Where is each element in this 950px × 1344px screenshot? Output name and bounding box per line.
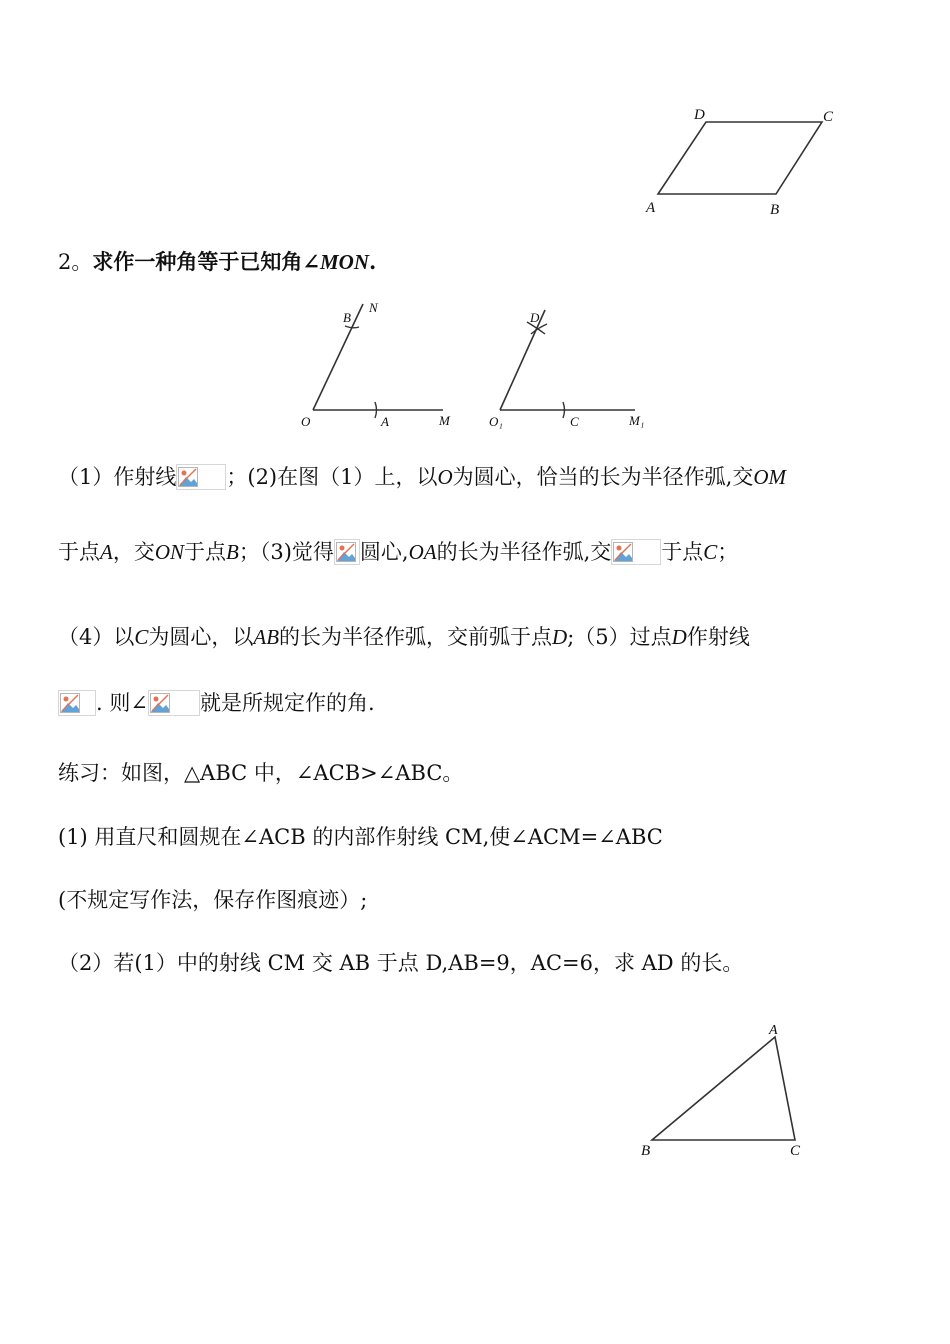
step-line-1 — [58, 462, 786, 492]
label-M: M — [439, 413, 450, 428]
blank-image-placeholder — [334, 539, 360, 565]
ray-on — [313, 304, 363, 410]
practice-question-1: (1) 用直尺和圆规在∠ACB 的内部作射线 CM,使∠ACM=∠ABC — [58, 825, 663, 849]
label-C: C — [823, 109, 834, 125]
var-c: C — [134, 625, 149, 649]
step-text: 的长为半径作弧，交前弧于点 — [279, 625, 553, 649]
step-text: ； — [717, 540, 739, 564]
step-text: 于点 — [58, 540, 100, 564]
var-b: B — [226, 540, 239, 564]
label-C: C — [570, 414, 579, 429]
step-text: 为圆心，以 — [148, 625, 254, 649]
problem-title-text: 求作一种角等于已知角∠ — [92, 249, 320, 274]
label-A: A — [646, 200, 656, 216]
step-text: ;（5）过点 — [567, 625, 672, 649]
triangle-shape — [652, 1037, 795, 1140]
label-M1: M₁ — [629, 413, 645, 428]
parallelogram-shape — [658, 122, 822, 194]
step-line-2 — [58, 537, 738, 567]
var-d: D — [671, 625, 687, 649]
var-ab: AB — [253, 625, 280, 649]
practice-intro: 练习：如图，△ABC 中，∠ACB>∠ABC。 — [58, 761, 464, 785]
step-text: 于点 — [661, 540, 704, 564]
var-c: C — [703, 540, 718, 564]
step-text: 作射线 — [686, 625, 750, 649]
label-C: C — [790, 1143, 801, 1159]
label-N: N — [369, 300, 378, 315]
step-line-3 — [58, 622, 750, 652]
blank-image-placeholder — [148, 690, 200, 716]
step-text: . 则∠ — [96, 691, 148, 715]
var-a: A — [100, 540, 113, 564]
step-text: ；(2)在图（1）上，以 — [226, 465, 438, 489]
var-oa: OA — [408, 540, 437, 564]
label-A: A — [381, 414, 389, 429]
ray-o1d — [500, 310, 545, 410]
practice-question-2: （2）若(1）中的射线 CM 交 AB 于点 D,AB=9，AC=6，求 AD 的长。 — [58, 951, 744, 975]
blank-image-placeholder — [611, 539, 661, 565]
step-text: ，交 — [112, 540, 155, 564]
broken-image-icon — [60, 693, 80, 713]
broken-image-icon — [150, 693, 170, 713]
step-text: 的长为半径作弧,交 — [436, 540, 612, 564]
label-O1: O₁ — [489, 414, 503, 429]
angle-mon-figure — [295, 298, 465, 433]
problem-title-var: MON — [319, 250, 369, 274]
broken-image-icon — [178, 467, 198, 487]
step-text: 于点 — [184, 540, 227, 564]
step-text: 圆心, — [359, 540, 409, 564]
blank-image-placeholder — [176, 464, 226, 490]
blank-image-placeholder — [58, 690, 96, 716]
problem-number: 2。 — [58, 250, 93, 274]
step-text: （1）作射线 — [58, 465, 177, 489]
parallelogram-figure — [636, 100, 846, 225]
var-o: O — [437, 465, 453, 489]
step-line-4 — [58, 688, 375, 718]
broken-image-icon — [336, 542, 356, 562]
problem-title-end: . — [369, 249, 377, 274]
var-d: D — [552, 625, 568, 649]
problem-2-title — [58, 247, 376, 277]
label-B: B — [343, 310, 351, 325]
var-om: OM — [753, 465, 787, 489]
step-text: 就是所规定作的角. — [199, 691, 375, 715]
triangle-figure — [636, 1020, 816, 1165]
label-A: A — [769, 1023, 778, 1038]
label-D: D — [530, 310, 540, 325]
practice-question-1-note: (不规定写作法，保存作图痕迹）; — [58, 888, 368, 912]
angle-copy-figure — [485, 298, 655, 433]
step-text: ；（3)觉得 — [238, 540, 334, 564]
step-text: 为圆心，恰当的长为半径作弧,交 — [452, 465, 754, 489]
var-on: ON — [154, 540, 185, 564]
broken-image-icon — [613, 542, 633, 562]
label-B: B — [641, 1143, 651, 1159]
step-text: （4）以 — [58, 625, 135, 649]
label-D: D — [694, 107, 705, 123]
label-B: B — [770, 202, 780, 218]
label-O: O — [301, 414, 311, 429]
